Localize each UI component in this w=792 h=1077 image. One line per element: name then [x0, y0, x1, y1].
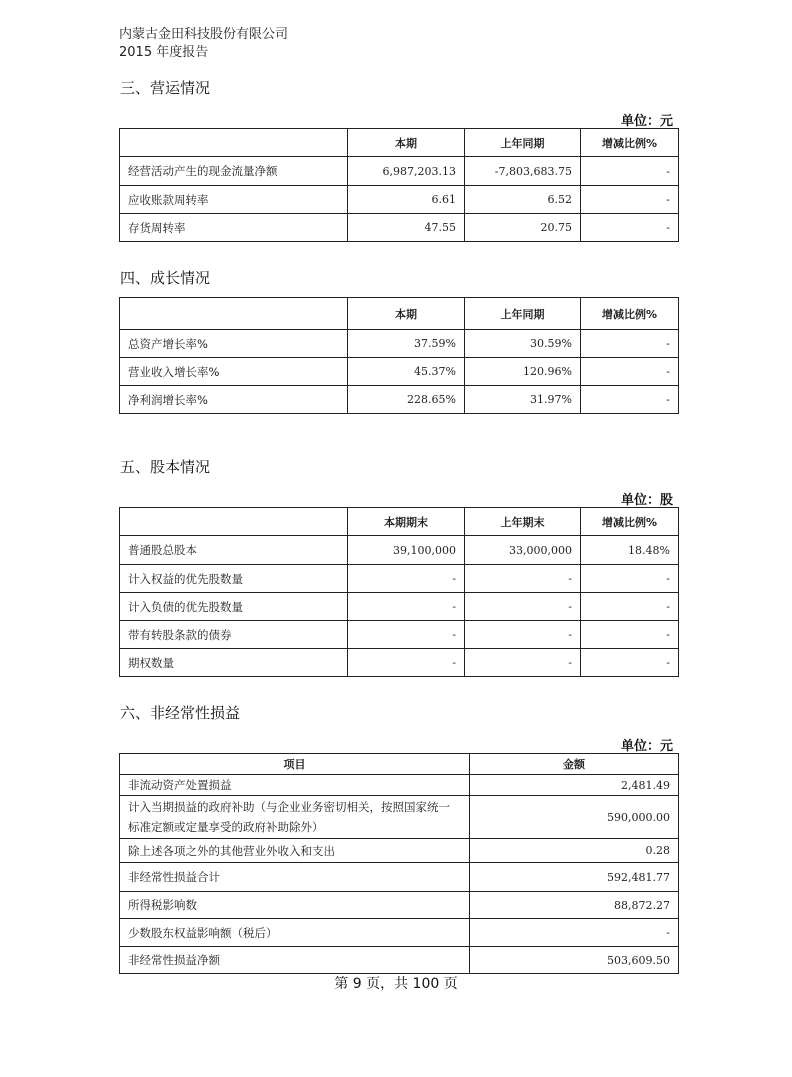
row-label: 非流动资产处置损益 — [120, 775, 470, 796]
section-title-nonrecurring: 六、非经常性损益 — [120, 704, 241, 722]
cell-value: 37.59% — [348, 330, 465, 358]
report-title: 2015 年度报告 — [119, 45, 209, 60]
cell-value: - — [470, 919, 679, 947]
table-row — [120, 593, 679, 621]
cell-value: 590,000.00 — [470, 796, 679, 839]
cell-value: 6,987,203.13 — [348, 157, 465, 186]
row-label: 普通股总股本 — [120, 536, 348, 565]
column-header: 本期 — [348, 298, 465, 330]
row-label: 期权数量 — [120, 649, 348, 677]
column-header: 上年同期 — [465, 129, 581, 157]
table-row — [120, 892, 679, 919]
cell-value: 45.37% — [348, 358, 465, 386]
cell-value: 30.59% — [465, 330, 581, 358]
cell-value: 18.48% — [581, 536, 679, 565]
table-header-row — [120, 298, 679, 330]
row-label: 总资产增长率% — [120, 330, 348, 358]
column-header: 本期 — [348, 129, 465, 157]
cell-value: 503,609.50 — [470, 947, 679, 974]
row-label: 净利润增长率% — [120, 386, 348, 414]
cell-value: - — [581, 649, 679, 677]
unit-label-equity: 单位：股 — [620, 493, 673, 508]
unit-label-operations: 单位：元 — [620, 114, 673, 129]
table-row — [120, 649, 679, 677]
cell-value: 6.61 — [348, 186, 465, 214]
table-row — [120, 330, 679, 358]
cell-value: 0.28 — [470, 839, 679, 863]
column-header — [120, 298, 348, 330]
table-row — [120, 796, 679, 839]
cell-value: - — [581, 330, 679, 358]
table-row — [120, 947, 679, 974]
row-label: 计入权益的优先股数量 — [120, 565, 348, 593]
cell-value: 6.52 — [465, 186, 581, 214]
table-row — [120, 565, 679, 593]
nonrecurring-table — [119, 753, 679, 974]
company-name: 内蒙古金田科技股份有限公司 — [119, 27, 289, 42]
cell-value: 20.75 — [465, 214, 581, 242]
table-row — [120, 386, 679, 414]
row-label: 存货周转率 — [120, 214, 348, 242]
row-label: 带有转股条款的债券 — [120, 621, 348, 649]
cell-value: 2,481.49 — [470, 775, 679, 796]
cell-value: - — [581, 157, 679, 186]
cell-value: - — [581, 214, 679, 242]
section-title-equity: 五、股本情况 — [120, 458, 211, 476]
row-label: 除上述各项之外的其他营业外收入和支出 — [120, 839, 470, 863]
column-header: 增减比例% — [581, 129, 679, 157]
row-label: 计入负债的优先股数量 — [120, 593, 348, 621]
table-row — [120, 358, 679, 386]
cell-value: - — [348, 565, 465, 593]
row-label: 非经常性损益合计 — [120, 863, 470, 892]
row-label: 少数股东权益影响额（税后） — [120, 919, 470, 947]
growth-table — [119, 297, 679, 414]
page-number: 第 9 页，共 100 页 — [334, 976, 458, 992]
cell-value: - — [581, 565, 679, 593]
equity-table — [119, 507, 679, 677]
cell-value: - — [465, 593, 581, 621]
cell-value: 39,100,000 — [348, 536, 465, 565]
cell-value: 31.97% — [465, 386, 581, 414]
table-header-row — [120, 754, 679, 775]
cell-value: - — [465, 621, 581, 649]
table-row — [120, 839, 679, 863]
row-label: 所得税影响数 — [120, 892, 470, 919]
row-label: 应收账款周转率 — [120, 186, 348, 214]
column-header: 项目 — [120, 754, 470, 775]
column-header: 上年期末 — [465, 508, 581, 536]
table-row — [120, 536, 679, 565]
cell-value: - — [581, 621, 679, 649]
column-header: 本期期末 — [348, 508, 465, 536]
row-label: 非经常性损益净额 — [120, 947, 470, 974]
table-row — [120, 186, 679, 214]
table-row — [120, 157, 679, 186]
table-header-row — [120, 129, 679, 157]
column-header — [120, 129, 348, 157]
table-row — [120, 621, 679, 649]
row-label: 经营活动产生的现金流量净额 — [120, 157, 348, 186]
column-header — [120, 508, 348, 536]
table-row — [120, 863, 679, 892]
cell-value: - — [465, 649, 581, 677]
unit-label-nonrecurring: 单位：元 — [620, 739, 673, 754]
column-header: 增减比例% — [581, 298, 679, 330]
row-label: 营业收入增长率% — [120, 358, 348, 386]
column-header: 金额 — [470, 754, 679, 775]
cell-value: 47.55 — [348, 214, 465, 242]
table-row — [120, 919, 679, 947]
operations-table — [119, 128, 679, 242]
cell-value: 228.65% — [348, 386, 465, 414]
row-label: 计入当期损益的政府补助（与企业业务密切相关，按照国家统一标准定额或定量享受的政府补助除外） — [120, 796, 470, 839]
cell-value: - — [581, 386, 679, 414]
cell-value: 88,872.27 — [470, 892, 679, 919]
section-title-growth: 四、成长情况 — [120, 269, 211, 287]
cell-value: - — [348, 593, 465, 621]
cell-value: - — [581, 358, 679, 386]
cell-value: 120.96% — [465, 358, 581, 386]
table-header-row — [120, 508, 679, 536]
cell-value: 592,481.77 — [470, 863, 679, 892]
cell-value: - — [348, 649, 465, 677]
column-header: 增减比例% — [581, 508, 679, 536]
column-header: 上年同期 — [465, 298, 581, 330]
cell-value: - — [581, 593, 679, 621]
cell-value: - — [581, 186, 679, 214]
cell-value: -7,803,683.75 — [465, 157, 581, 186]
table-row — [120, 214, 679, 242]
cell-value: 33,000,000 — [465, 536, 581, 565]
section-title-operations: 三、营运情况 — [120, 79, 211, 97]
cell-value: - — [348, 621, 465, 649]
table-row — [120, 775, 679, 796]
cell-value: - — [465, 565, 581, 593]
